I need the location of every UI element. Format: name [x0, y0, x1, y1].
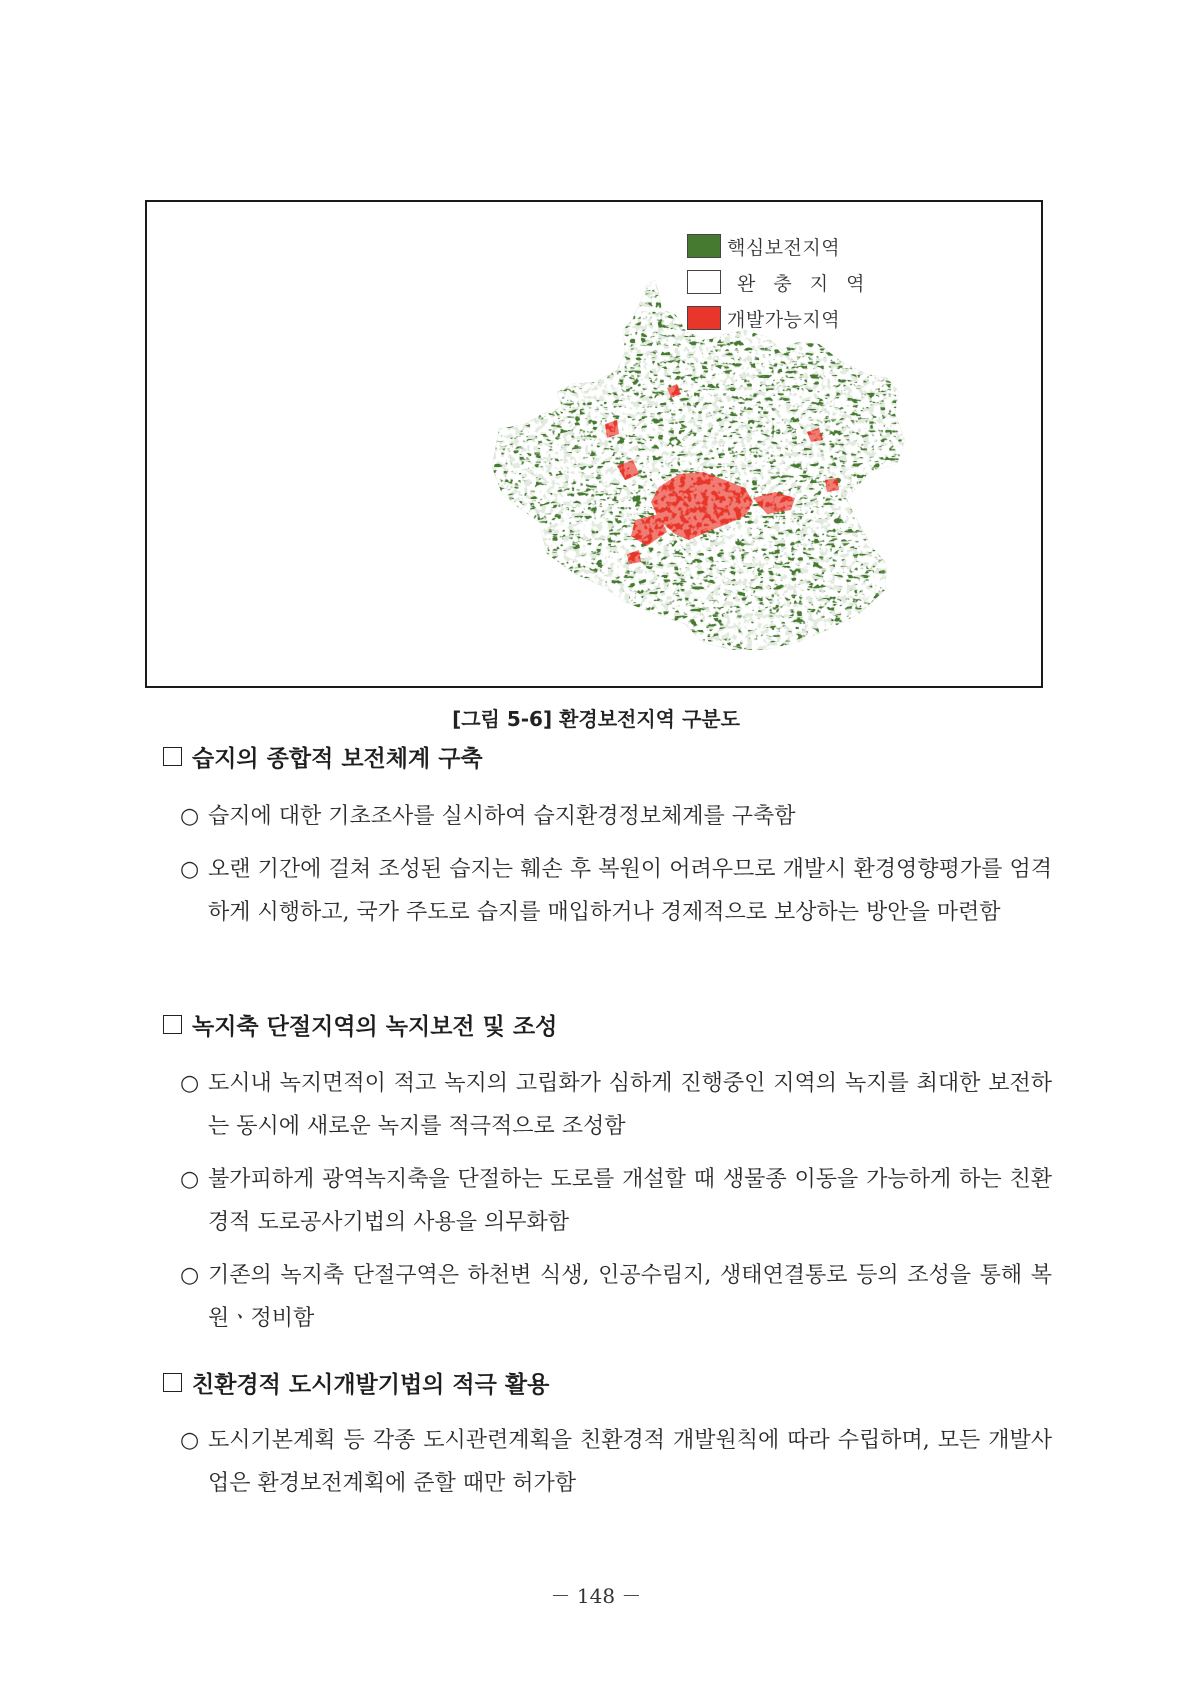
figure-frame: [145, 200, 1043, 688]
conservation-zone-map: [147, 202, 1041, 686]
legend-label-buffer: 완 충 지 역: [737, 272, 871, 295]
legend-item-buffer: [687, 264, 871, 300]
circle-bullet-icon: ○: [180, 1263, 200, 1288]
section-heading-eco-development: [163, 1366, 549, 1399]
bullet-text: 습지에 대한 기초조사를 실시하여 습지환경정보체계를 구축함: [208, 804, 796, 829]
section-heading-greenbelt: [163, 1008, 557, 1041]
legend-item-development: [687, 300, 871, 336]
legend-swatch-development: [687, 306, 721, 330]
section-heading-wetland: [163, 740, 483, 773]
bullet-item: [180, 1158, 1052, 1244]
bullet-item: [180, 1062, 1052, 1148]
checkbox-icon: [163, 747, 182, 766]
figure-caption: [그림 5-6] 환경보전지역 구분도: [452, 707, 740, 731]
circle-bullet-icon: ○: [180, 857, 200, 882]
legend-label-development: 개발가능지역: [727, 308, 841, 331]
legend-swatch-buffer: [687, 270, 721, 294]
checkbox-icon: [163, 1373, 182, 1392]
bullet-item: [180, 1254, 1052, 1340]
legend-swatch-core: [687, 234, 721, 258]
circle-bullet-icon: ○: [180, 1167, 200, 1192]
bullet-item: [180, 795, 1052, 838]
section-heading-text: 친환경적 도시개발기법의 적극 활용: [192, 1371, 550, 1398]
map-legend: [687, 228, 871, 336]
bullet-text: 도시내 녹지면적이 적고 녹지의 고립화가 심하게 진행중인 지역의 녹지를 최대한 보전하는 동시에 새로운 녹지를 적극적으로 조성함: [208, 1071, 1052, 1139]
bullet-item: [180, 848, 1052, 934]
page-number: － 148 －: [550, 1584, 642, 1608]
bullet-text: 오랜 기간에 걸쳐 조성된 습지는 훼손 후 복원이 어려우므로 개발시 환경영향평가를 엄격하게 시행하고, 국가 주도로 습지를 매입하거나 경제적으로 보상하는 방안을 마련함: [208, 857, 1052, 925]
legend-item-core: [687, 228, 871, 264]
checkbox-icon: [163, 1015, 182, 1034]
circle-bullet-icon: ○: [180, 804, 200, 829]
circle-bullet-icon: ○: [180, 1428, 200, 1453]
section-heading-text: 녹지축 단절지역의 녹지보전 및 조성: [192, 1013, 558, 1040]
section-heading-text: 습지의 종합적 보전체계 구축: [192, 745, 483, 772]
legend-label-core: 핵심보전지역: [727, 236, 841, 259]
bullet-text: 불가피하게 광역녹지축을 단절하는 도로를 개설할 때 생물종 이동을 가능하게 하는 친환경적 도로공사기법의 사용을 의무화함: [208, 1167, 1052, 1235]
circle-bullet-icon: ○: [180, 1071, 200, 1096]
bullet-item: [180, 1419, 1052, 1505]
bullet-text: 기존의 녹지축 단절구역은 하천변 식생, 인공수림지, 생태연결통로 등의 조성을 통해 복원ㆍ정비함: [208, 1263, 1052, 1331]
bullet-text: 도시기본계획 등 각종 도시관련계획을 친환경적 개발원칙에 따라 수립하며, 모든 개발사업은 환경보전계획에 준할 때만 허가함: [208, 1428, 1052, 1496]
